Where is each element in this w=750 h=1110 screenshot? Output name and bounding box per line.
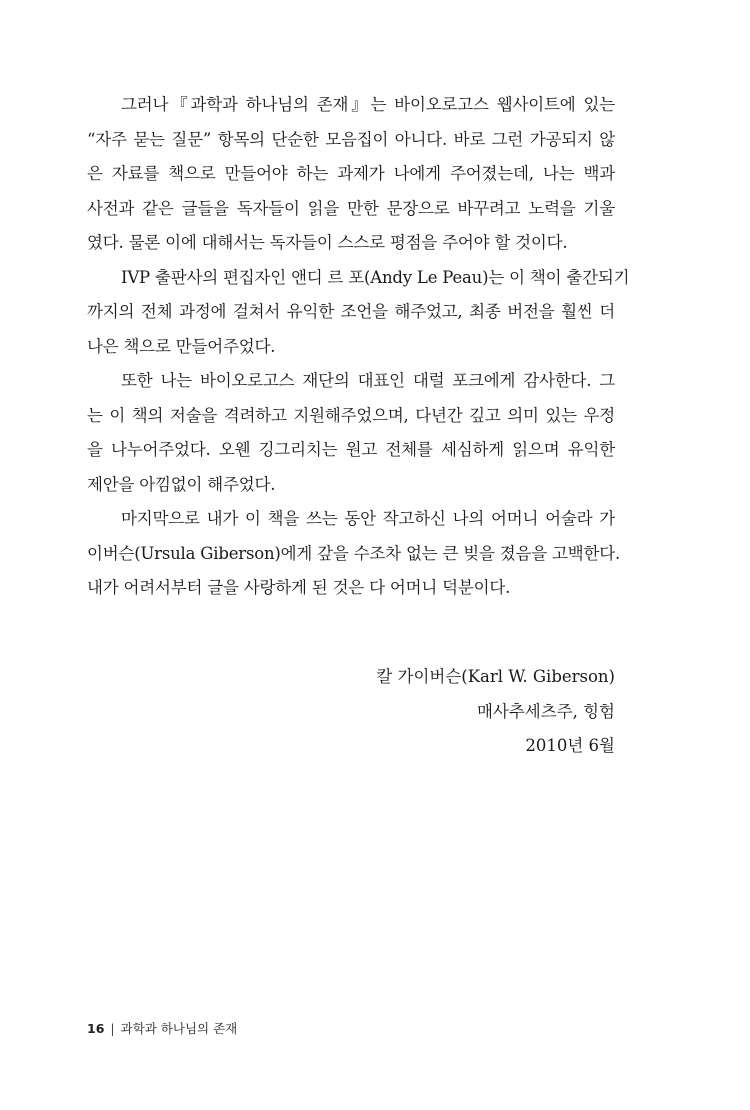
paragraph-1 xyxy=(87,88,615,261)
text-line: 나은 책으로 만들어주었다. xyxy=(87,336,276,356)
text-line: 은 자료를 책으로 만들어야 하는 과제가 나에게 주어졌는데, 나는 백과 xyxy=(87,164,615,183)
text-line: IVP 출판사의 편집자인 앤디 르 포(Andy Le Peau)는 이 책이 출간되기 xyxy=(121,267,630,287)
paragraph-4 xyxy=(87,502,621,606)
running-title: 과학과 하나님의 존재 xyxy=(120,1021,238,1036)
text-line: 사전과 같은 글들을 독자들이 읽을 만한 문장으로 바꾸려고 노력을 기울 xyxy=(87,198,615,218)
text-line: 마지막으로 내가 이 책을 쓰는 동안 작고하신 나의 어머니 어술라 가 xyxy=(121,509,615,528)
text-line: 을 나누어주었다. 오웬 깅그리치는 원고 전체를 세심하게 읽으며 유익한 xyxy=(87,440,615,459)
text-line: 까지의 전체 과정에 걸쳐서 유익한 조언을 해주었고, 최종 버전을 훨씬 더 xyxy=(87,302,615,321)
text-line: 였다. 물론 이에 대해서는 독자들이 스스로 평점을 주어야 할 것이다. xyxy=(87,233,568,252)
page-number: 16 xyxy=(87,1021,105,1036)
page-footer xyxy=(87,1019,237,1037)
author-name: 칼 가이버슨(Karl W. Giberson) xyxy=(376,667,615,686)
text-line: 이버슨(Ursula Giberson)에게 갚을 수조차 없는 큰 빚을 졌음을 고백한다. xyxy=(87,543,621,563)
main-text xyxy=(87,88,630,606)
text-line: “자주 묻는 질문” 항목의 단순한 모음집이 아니다. 바로 그런 가공되지 않 xyxy=(87,129,615,149)
text-line: 제안을 아낌없이 해주었다. xyxy=(87,474,276,494)
text-line: 내가 어려서부터 글을 사랑하게 된 것은 다 어머니 덕분이다. xyxy=(87,578,511,597)
text-line: 그러나『과학과 하나님의 존재』는 바이오로고스 웹사이트에 있는 xyxy=(121,95,615,114)
author-signature xyxy=(376,660,615,764)
footer-separator: | xyxy=(110,1021,115,1036)
text-line: 는 이 책의 저술을 격려하고 지원해주었으며, 다년간 깊고 의미 있는 우정 xyxy=(87,405,615,425)
text-line: 또한 나는 바이오로고스 재단의 대표인 대럴 포크에게 감사한다. 그 xyxy=(121,371,615,390)
paragraph-2 xyxy=(87,261,630,365)
paragraph-3 xyxy=(87,364,615,502)
author-place: 매사추세츠주, 힝험 xyxy=(476,701,615,721)
signature-date: 2010년 6월 xyxy=(525,736,615,755)
